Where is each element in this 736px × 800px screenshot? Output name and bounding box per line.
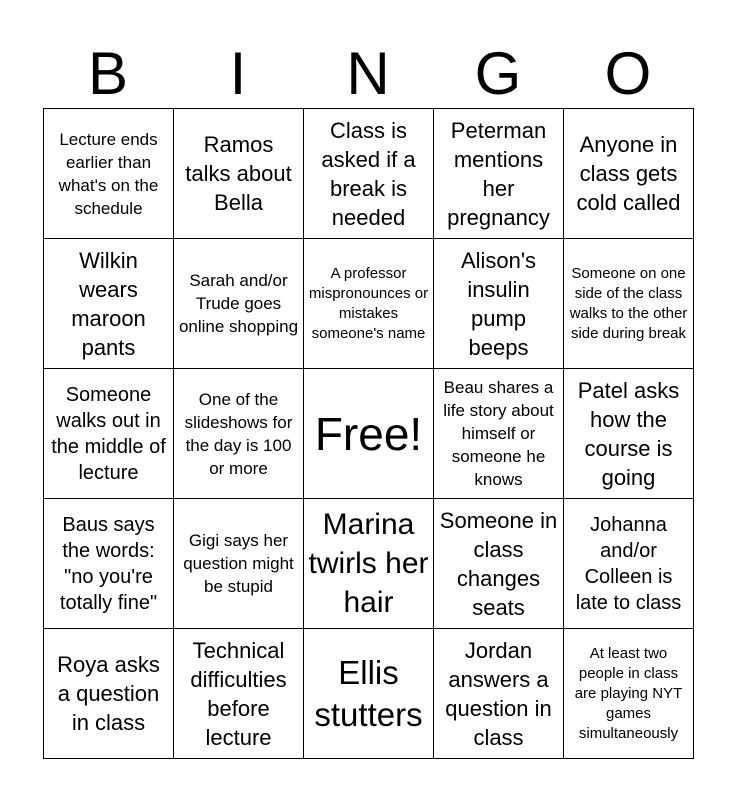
bingo-cell: Alison's insulin pump beeps [434,239,564,369]
bingo-card [43,108,694,759]
bingo-cell: Gigi says her question might be stupid [174,499,304,629]
bingo-cell: Baus says the words: "no you're totally fine" [44,499,174,629]
bingo-cell: Ramos talks about Bella [174,109,304,239]
bingo-row [44,109,694,239]
header-letter-b: B [87,40,129,107]
bingo-cell: At least two people in class are playing NYT games simultaneously [564,629,694,759]
bingo-cell: Roya asks a question in class [44,629,174,759]
bingo-cell: Jordan answers a question in class [434,629,564,759]
bingo-cell: Marina twirls her hair [304,499,434,629]
bingo-cell: Peterman mentions her pregnancy [434,109,564,239]
free-space: Free! [304,369,434,499]
bingo-cell: Class is asked if a break is needed [304,109,434,239]
bingo-cell: One of the slideshows for the day is 100 or more [174,369,304,499]
bingo-cell: Wilkin wears maroon pants [44,239,174,369]
bingo-row [44,499,694,629]
bingo-cell: Johanna and/or Colleen is late to class [564,499,694,629]
bingo-cell: Anyone in class gets cold called [564,109,694,239]
header-letter-n: N [346,40,390,107]
bingo-row [44,629,694,759]
bingo-cell: Someone on one side of the class walks to the other side during break [564,239,694,369]
bingo-header [43,38,693,110]
bingo-cell: A professor mispronounces or mistakes someone's name [304,239,434,369]
bingo-cell: Someone walks out in the middle of lecture [44,369,174,499]
bingo-cell: Someone in class changes seats [434,499,564,629]
bingo-cell: Patel asks how the course is going [564,369,694,499]
bingo-row [44,239,694,369]
header-letter-g: G [474,40,522,107]
bingo-cell: Technical difficulties before lecture [174,629,304,759]
header-letter-o: O [604,40,652,107]
bingo-cell: Lecture ends earlier than what's on the schedule [44,109,174,239]
bingo-cell: Sarah and/or Trude goes online shopping [174,239,304,369]
bingo-row [44,369,694,499]
bingo-cell: Beau shares a life story about himself or someone he knows [434,369,564,499]
header-letter-i: I [229,40,247,107]
bingo-cell: Ellis stutters [304,629,434,759]
